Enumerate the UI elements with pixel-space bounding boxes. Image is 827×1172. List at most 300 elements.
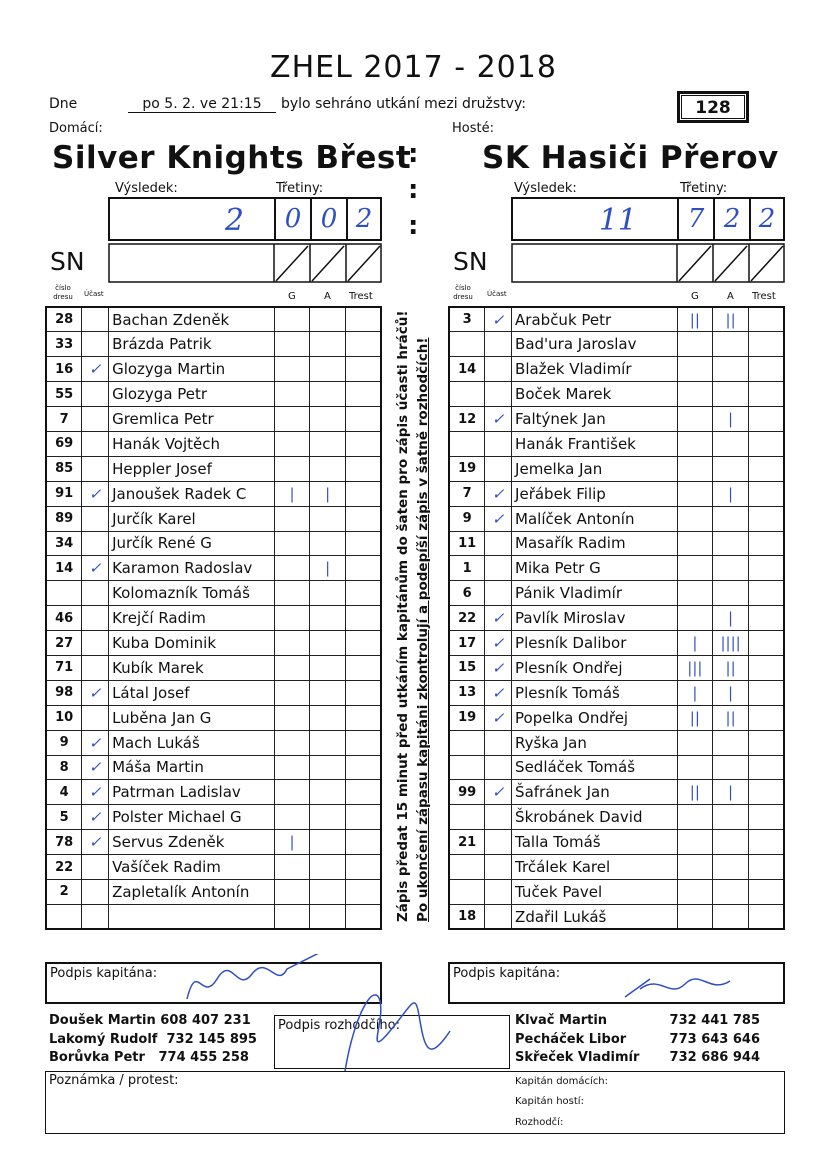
player-assists[interactable] xyxy=(310,307,346,332)
player-goals[interactable] xyxy=(677,606,713,631)
player-number[interactable]: 15 xyxy=(449,655,485,680)
player-present-check[interactable] xyxy=(485,456,512,481)
player-goals[interactable] xyxy=(274,382,310,407)
player-penalty[interactable] xyxy=(748,780,784,805)
player-penalty[interactable] xyxy=(345,606,381,631)
player-present-check[interactable] xyxy=(82,407,109,432)
player-assists[interactable] xyxy=(310,606,346,631)
player-goals[interactable] xyxy=(677,506,713,531)
player-present-check[interactable]: ✓ xyxy=(485,606,512,631)
player-penalty[interactable] xyxy=(748,655,784,680)
player-name[interactable]: Kolomazník Tomáš xyxy=(109,581,275,606)
player-goals[interactable] xyxy=(677,755,713,780)
player-present-check[interactable] xyxy=(82,655,109,680)
player-present-check[interactable] xyxy=(82,431,109,456)
player-goals[interactable] xyxy=(274,456,310,481)
player-assists[interactable] xyxy=(713,805,749,830)
player-assists[interactable] xyxy=(310,357,346,382)
player-name[interactable]: Mika Petr G xyxy=(512,556,677,581)
player-present-check[interactable] xyxy=(485,431,512,456)
player-present-check[interactable] xyxy=(485,855,512,880)
notes-box[interactable] xyxy=(45,1071,785,1134)
player-penalty[interactable] xyxy=(748,730,784,755)
player-penalty[interactable] xyxy=(345,332,381,357)
player-penalty[interactable] xyxy=(748,481,784,506)
player-goals[interactable] xyxy=(677,855,713,880)
player-number[interactable]: 5 xyxy=(46,805,82,830)
player-number[interactable]: 6 xyxy=(449,581,485,606)
player-present-check[interactable] xyxy=(82,581,109,606)
player-assists[interactable] xyxy=(310,904,346,929)
player-penalty[interactable] xyxy=(345,456,381,481)
away-captain-signature-box[interactable] xyxy=(448,962,785,1004)
player-number[interactable] xyxy=(46,581,82,606)
player-goals[interactable] xyxy=(274,655,310,680)
player-number[interactable]: 55 xyxy=(46,382,82,407)
player-number[interactable]: 18 xyxy=(449,904,485,929)
player-assists[interactable]: | xyxy=(713,407,749,432)
player-number[interactable]: 27 xyxy=(46,631,82,656)
player-assists[interactable] xyxy=(310,407,346,432)
player-goals[interactable] xyxy=(274,581,310,606)
player-number[interactable]: 85 xyxy=(46,456,82,481)
player-number[interactable]: 17 xyxy=(449,631,485,656)
player-name[interactable]: Kuba Dominik xyxy=(109,631,275,656)
player-present-check[interactable] xyxy=(82,382,109,407)
player-name[interactable]: Servus Zdeněk xyxy=(109,830,275,855)
player-assists[interactable] xyxy=(310,456,346,481)
player-penalty[interactable] xyxy=(345,531,381,556)
player-present-check[interactable]: ✓ xyxy=(82,680,109,705)
player-present-check[interactable] xyxy=(82,307,109,332)
player-penalty[interactable] xyxy=(345,680,381,705)
player-penalty[interactable] xyxy=(345,705,381,730)
player-goals[interactable]: | xyxy=(274,481,310,506)
player-present-check[interactable]: ✓ xyxy=(82,357,109,382)
player-name[interactable]: Glozyga Martin xyxy=(109,357,275,382)
player-assists[interactable]: || xyxy=(713,307,749,332)
player-penalty[interactable] xyxy=(345,481,381,506)
player-goals[interactable]: ||| xyxy=(677,655,713,680)
player-penalty[interactable] xyxy=(748,830,784,855)
player-penalty[interactable] xyxy=(748,382,784,407)
player-present-check[interactable] xyxy=(485,730,512,755)
player-present-check[interactable]: ✓ xyxy=(485,407,512,432)
player-name[interactable]: Popelka Ondřej xyxy=(512,705,677,730)
player-goals[interactable] xyxy=(274,755,310,780)
player-goals[interactable] xyxy=(677,407,713,432)
player-goals[interactable] xyxy=(274,307,310,332)
player-present-check[interactable]: ✓ xyxy=(82,830,109,855)
player-assists[interactable] xyxy=(310,332,346,357)
player-name[interactable]: Škrobánek David xyxy=(512,805,677,830)
player-penalty[interactable] xyxy=(748,531,784,556)
player-name[interactable]: Arabčuk Petr xyxy=(512,307,677,332)
player-name[interactable] xyxy=(109,904,275,929)
player-goals[interactable] xyxy=(274,631,310,656)
player-assists[interactable] xyxy=(310,680,346,705)
player-goals[interactable] xyxy=(274,879,310,904)
player-name[interactable]: Plesník Tomáš xyxy=(512,680,677,705)
player-number[interactable]: 1 xyxy=(449,556,485,581)
player-present-check[interactable]: ✓ xyxy=(82,730,109,755)
player-penalty[interactable] xyxy=(345,855,381,880)
player-present-check[interactable]: ✓ xyxy=(485,631,512,656)
player-penalty[interactable] xyxy=(748,805,784,830)
player-penalty[interactable] xyxy=(748,556,784,581)
player-goals[interactable] xyxy=(274,705,310,730)
player-goals[interactable]: | xyxy=(677,631,713,656)
player-assists[interactable] xyxy=(713,730,749,755)
player-name[interactable]: Luběna Jan G xyxy=(109,705,275,730)
player-number[interactable]: 16 xyxy=(46,357,82,382)
player-penalty[interactable] xyxy=(345,431,381,456)
player-present-check[interactable] xyxy=(485,382,512,407)
player-goals[interactable] xyxy=(274,357,310,382)
player-name[interactable]: Zapletalík Antonín xyxy=(109,879,275,904)
player-name[interactable]: Jemelka Jan xyxy=(512,456,677,481)
player-goals[interactable] xyxy=(274,680,310,705)
player-name[interactable]: Karamon Radoslav xyxy=(109,556,275,581)
player-penalty[interactable] xyxy=(748,431,784,456)
player-name[interactable]: Ryška Jan xyxy=(512,730,677,755)
player-assists[interactable]: || xyxy=(713,705,749,730)
player-name[interactable]: Šafránek Jan xyxy=(512,780,677,805)
player-penalty[interactable] xyxy=(748,456,784,481)
player-penalty[interactable] xyxy=(345,755,381,780)
player-name[interactable]: Zdařil Lukáš xyxy=(512,904,677,929)
player-number[interactable]: 10 xyxy=(46,705,82,730)
player-present-check[interactable]: ✓ xyxy=(485,780,512,805)
player-number[interactable]: 7 xyxy=(449,481,485,506)
player-assists[interactable] xyxy=(310,730,346,755)
player-goals[interactable] xyxy=(677,332,713,357)
player-name[interactable]: Kubík Marek xyxy=(109,655,275,680)
player-number[interactable] xyxy=(449,431,485,456)
player-number[interactable]: 34 xyxy=(46,531,82,556)
player-assists[interactable]: | xyxy=(713,481,749,506)
player-penalty[interactable] xyxy=(748,357,784,382)
player-number[interactable] xyxy=(449,730,485,755)
player-name[interactable]: Boček Marek xyxy=(512,382,677,407)
player-number[interactable]: 4 xyxy=(46,780,82,805)
player-number[interactable]: 22 xyxy=(449,606,485,631)
player-penalty[interactable] xyxy=(345,581,381,606)
player-assists[interactable]: | xyxy=(310,481,346,506)
player-goals[interactable] xyxy=(677,879,713,904)
player-assists[interactable] xyxy=(310,655,346,680)
player-number[interactable] xyxy=(449,855,485,880)
player-number[interactable]: 9 xyxy=(449,506,485,531)
player-number[interactable]: 19 xyxy=(449,705,485,730)
referee-signature-box[interactable] xyxy=(274,1015,510,1069)
player-penalty[interactable] xyxy=(748,506,784,531)
player-penalty[interactable] xyxy=(748,904,784,929)
player-present-check[interactable] xyxy=(485,805,512,830)
player-goals[interactable] xyxy=(274,332,310,357)
player-present-check[interactable] xyxy=(82,879,109,904)
player-name[interactable]: Faltýnek Jan xyxy=(512,407,677,432)
player-assists[interactable] xyxy=(310,805,346,830)
player-number[interactable]: 13 xyxy=(449,680,485,705)
player-number[interactable] xyxy=(449,805,485,830)
player-number[interactable]: 14 xyxy=(46,556,82,581)
player-number[interactable]: 3 xyxy=(449,307,485,332)
player-goals[interactable] xyxy=(677,830,713,855)
player-present-check[interactable] xyxy=(82,631,109,656)
player-assists[interactable] xyxy=(310,581,346,606)
player-penalty[interactable] xyxy=(748,631,784,656)
player-number[interactable]: 8 xyxy=(46,755,82,780)
player-assists[interactable]: | xyxy=(713,780,749,805)
player-present-check[interactable]: ✓ xyxy=(82,805,109,830)
player-penalty[interactable] xyxy=(748,855,784,880)
player-name[interactable]: Plesník Ondřej xyxy=(512,655,677,680)
player-name[interactable]: Heppler Josef xyxy=(109,456,275,481)
player-name[interactable]: Talla Tomáš xyxy=(512,830,677,855)
player-assists[interactable] xyxy=(310,780,346,805)
player-name[interactable]: Glozyga Petr xyxy=(109,382,275,407)
player-assists[interactable] xyxy=(713,830,749,855)
player-present-check[interactable] xyxy=(82,904,109,929)
player-goals[interactable] xyxy=(274,407,310,432)
player-present-check[interactable]: ✓ xyxy=(485,481,512,506)
player-name[interactable]: Mach Lukáš xyxy=(109,730,275,755)
player-present-check[interactable]: ✓ xyxy=(82,755,109,780)
player-assists[interactable] xyxy=(713,556,749,581)
player-assists[interactable] xyxy=(713,431,749,456)
player-number[interactable]: 33 xyxy=(46,332,82,357)
player-goals[interactable] xyxy=(677,581,713,606)
player-goals[interactable] xyxy=(677,456,713,481)
player-assists[interactable] xyxy=(310,531,346,556)
player-goals[interactable] xyxy=(274,556,310,581)
player-name[interactable]: Máša Martin xyxy=(109,755,275,780)
player-name[interactable]: Bad'ura Jaroslav xyxy=(512,332,677,357)
player-number[interactable]: 22 xyxy=(46,855,82,880)
player-goals[interactable] xyxy=(677,556,713,581)
player-goals[interactable] xyxy=(677,357,713,382)
player-goals[interactable] xyxy=(677,904,713,929)
player-penalty[interactable] xyxy=(345,904,381,929)
player-name[interactable]: Trčálek Karel xyxy=(512,855,677,880)
player-number[interactable]: 9 xyxy=(46,730,82,755)
player-penalty[interactable] xyxy=(345,382,381,407)
player-name[interactable]: Krejčí Radim xyxy=(109,606,275,631)
player-name[interactable]: Brázda Patrik xyxy=(109,332,275,357)
player-name[interactable]: Pánik Vladimír xyxy=(512,581,677,606)
player-number[interactable]: 78 xyxy=(46,830,82,855)
player-goals[interactable] xyxy=(274,805,310,830)
player-name[interactable]: Masařík Radim xyxy=(512,531,677,556)
player-number[interactable]: 19 xyxy=(449,456,485,481)
player-assists[interactable] xyxy=(310,830,346,855)
player-penalty[interactable] xyxy=(345,830,381,855)
player-present-check[interactable] xyxy=(82,606,109,631)
player-number[interactable] xyxy=(449,332,485,357)
player-penalty[interactable] xyxy=(748,705,784,730)
player-penalty[interactable] xyxy=(345,407,381,432)
player-goals[interactable]: || xyxy=(677,705,713,730)
player-present-check[interactable] xyxy=(82,705,109,730)
player-present-check[interactable] xyxy=(82,332,109,357)
player-goals[interactable] xyxy=(677,730,713,755)
player-assists[interactable] xyxy=(310,382,346,407)
player-assists[interactable] xyxy=(713,506,749,531)
player-penalty[interactable] xyxy=(345,780,381,805)
player-present-check[interactable]: ✓ xyxy=(82,556,109,581)
player-number[interactable]: 46 xyxy=(46,606,82,631)
player-assists[interactable] xyxy=(713,904,749,929)
player-name[interactable]: Plesník Dalibor xyxy=(512,631,677,656)
player-number[interactable] xyxy=(449,382,485,407)
player-goals[interactable]: || xyxy=(677,780,713,805)
player-number[interactable]: 99 xyxy=(449,780,485,805)
player-penalty[interactable] xyxy=(345,357,381,382)
player-assists[interactable] xyxy=(310,631,346,656)
player-number[interactable]: 7 xyxy=(46,407,82,432)
player-goals[interactable] xyxy=(274,506,310,531)
player-assists[interactable] xyxy=(310,705,346,730)
player-name[interactable]: Bachan Zdeněk xyxy=(109,307,275,332)
player-present-check[interactable]: ✓ xyxy=(485,506,512,531)
player-number[interactable] xyxy=(449,755,485,780)
player-goals[interactable] xyxy=(274,904,310,929)
player-assists[interactable] xyxy=(713,879,749,904)
player-penalty[interactable] xyxy=(345,655,381,680)
player-penalty[interactable] xyxy=(748,755,784,780)
player-name[interactable]: Patrman Ladislav xyxy=(109,780,275,805)
player-penalty[interactable] xyxy=(345,556,381,581)
player-goals[interactable] xyxy=(274,855,310,880)
player-number[interactable]: 89 xyxy=(46,506,82,531)
player-number[interactable]: 28 xyxy=(46,307,82,332)
player-goals[interactable] xyxy=(677,481,713,506)
player-name[interactable]: Jeřábek Filip xyxy=(512,481,677,506)
player-goals[interactable] xyxy=(274,431,310,456)
player-goals[interactable]: || xyxy=(677,307,713,332)
player-present-check[interactable]: ✓ xyxy=(485,655,512,680)
player-penalty[interactable] xyxy=(748,680,784,705)
player-name[interactable]: Janoušek Radek C xyxy=(109,481,275,506)
player-number[interactable]: 12 xyxy=(449,407,485,432)
player-name[interactable]: Malíček Antonín xyxy=(512,506,677,531)
player-goals[interactable] xyxy=(677,382,713,407)
player-present-check[interactable] xyxy=(485,755,512,780)
player-name[interactable]: Látal Josef xyxy=(109,680,275,705)
player-name[interactable]: Jurčík Karel xyxy=(109,506,275,531)
player-assists[interactable]: |||| xyxy=(713,631,749,656)
player-assists[interactable] xyxy=(713,357,749,382)
player-penalty[interactable] xyxy=(748,307,784,332)
player-present-check[interactable]: ✓ xyxy=(82,780,109,805)
player-present-check[interactable] xyxy=(82,531,109,556)
player-present-check[interactable] xyxy=(485,904,512,929)
player-name[interactable]: Sedláček Tomáš xyxy=(512,755,677,780)
player-present-check[interactable]: ✓ xyxy=(485,307,512,332)
player-goals[interactable] xyxy=(677,531,713,556)
player-number[interactable]: 71 xyxy=(46,655,82,680)
player-present-check[interactable]: ✓ xyxy=(82,481,109,506)
player-goals[interactable] xyxy=(677,805,713,830)
player-penalty[interactable] xyxy=(345,879,381,904)
player-assists[interactable] xyxy=(713,382,749,407)
player-assists[interactable] xyxy=(713,456,749,481)
player-goals[interactable]: | xyxy=(677,680,713,705)
player-present-check[interactable]: ✓ xyxy=(485,705,512,730)
player-goals[interactable] xyxy=(274,531,310,556)
player-name[interactable]: Jurčík René G xyxy=(109,531,275,556)
player-name[interactable]: Pavlík Miroslav xyxy=(512,606,677,631)
player-name[interactable]: Tuček Pavel xyxy=(512,879,677,904)
player-number[interactable]: 21 xyxy=(449,830,485,855)
player-assists[interactable] xyxy=(310,506,346,531)
player-assists[interactable] xyxy=(713,755,749,780)
player-name[interactable]: Blažek Vladimír xyxy=(512,357,677,382)
player-number[interactable]: 11 xyxy=(449,531,485,556)
player-penalty[interactable] xyxy=(345,506,381,531)
player-penalty[interactable] xyxy=(748,332,784,357)
player-goals[interactable]: | xyxy=(274,830,310,855)
player-assists[interactable]: | xyxy=(713,606,749,631)
player-present-check[interactable] xyxy=(82,456,109,481)
player-present-check[interactable] xyxy=(82,506,109,531)
player-number[interactable]: 2 xyxy=(46,879,82,904)
player-assists[interactable] xyxy=(713,531,749,556)
player-name[interactable]: Vašíček Radim xyxy=(109,855,275,880)
player-present-check[interactable] xyxy=(485,531,512,556)
player-number[interactable]: 14 xyxy=(449,357,485,382)
player-assists[interactable] xyxy=(713,332,749,357)
player-name[interactable]: Gremlica Petr xyxy=(109,407,275,432)
player-goals[interactable] xyxy=(274,606,310,631)
player-assists[interactable]: | xyxy=(310,556,346,581)
player-assists[interactable] xyxy=(713,855,749,880)
player-penalty[interactable] xyxy=(748,879,784,904)
player-assists[interactable] xyxy=(310,431,346,456)
player-penalty[interactable] xyxy=(345,730,381,755)
player-number[interactable]: 98 xyxy=(46,680,82,705)
player-name[interactable]: Hanák Vojtěch xyxy=(109,431,275,456)
player-present-check[interactable] xyxy=(485,581,512,606)
player-goals[interactable] xyxy=(274,730,310,755)
player-assists[interactable] xyxy=(310,755,346,780)
player-present-check[interactable] xyxy=(485,332,512,357)
player-assists[interactable]: || xyxy=(713,655,749,680)
player-number[interactable] xyxy=(46,904,82,929)
player-penalty[interactable] xyxy=(748,606,784,631)
player-present-check[interactable] xyxy=(485,879,512,904)
home-captain-signature-box[interactable] xyxy=(45,962,382,1004)
player-present-check[interactable] xyxy=(485,556,512,581)
player-penalty[interactable] xyxy=(345,631,381,656)
player-assists[interactable] xyxy=(310,855,346,880)
player-assists[interactable] xyxy=(310,879,346,904)
player-penalty[interactable] xyxy=(345,307,381,332)
player-present-check[interactable] xyxy=(485,830,512,855)
player-name[interactable]: Hanák František xyxy=(512,431,677,456)
player-present-check[interactable] xyxy=(82,855,109,880)
player-penalty[interactable] xyxy=(748,581,784,606)
player-assists[interactable] xyxy=(713,581,749,606)
player-present-check[interactable]: ✓ xyxy=(485,680,512,705)
player-present-check[interactable] xyxy=(485,357,512,382)
player-goals[interactable] xyxy=(677,431,713,456)
player-number[interactable]: 91 xyxy=(46,481,82,506)
player-name[interactable]: Polster Michael G xyxy=(109,805,275,830)
player-penalty[interactable] xyxy=(345,805,381,830)
player-assists[interactable]: | xyxy=(713,680,749,705)
